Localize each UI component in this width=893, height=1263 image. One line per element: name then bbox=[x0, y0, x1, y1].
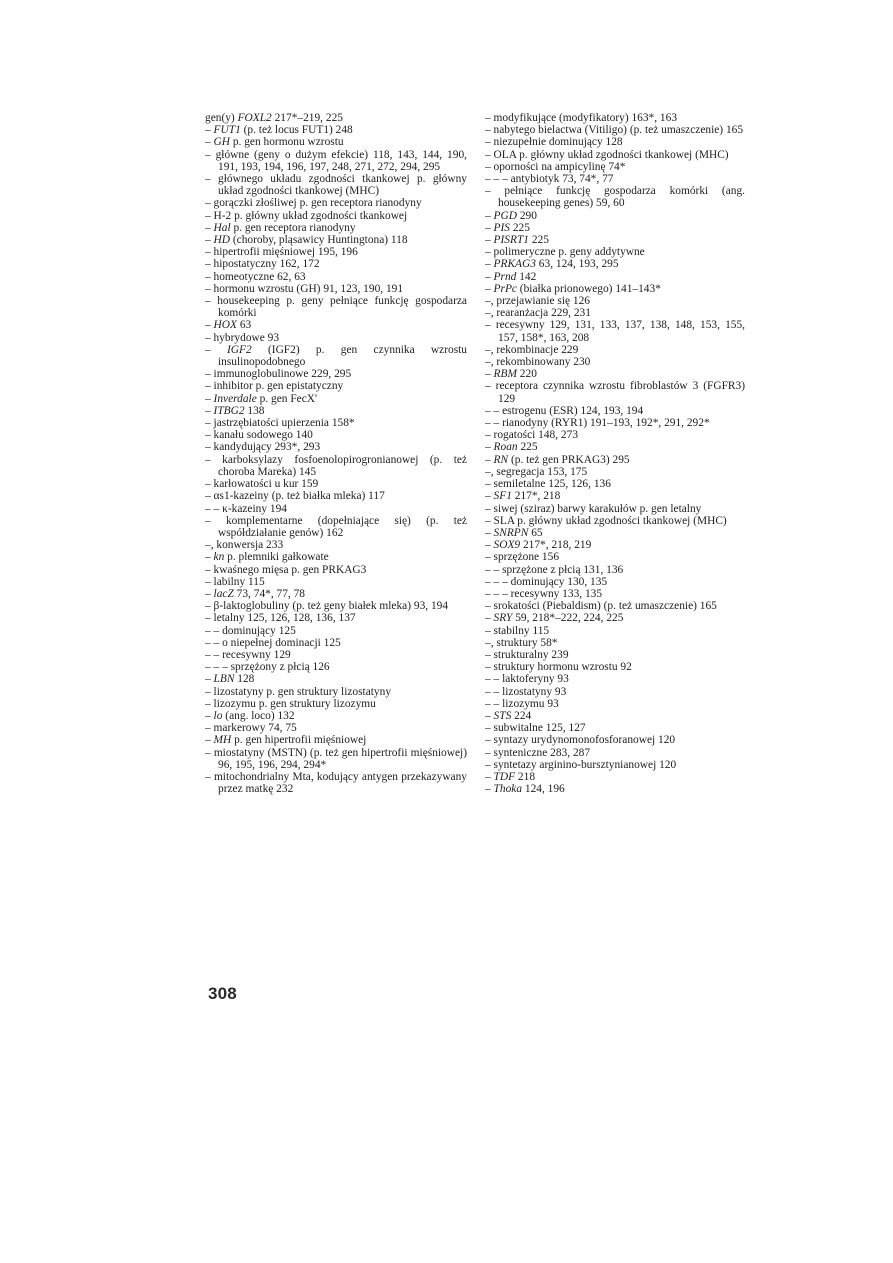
index-entry: – lacZ 73, 74*, 77, 78 bbox=[205, 587, 306, 600]
index-entry: – niezupełnie dominujący 128 bbox=[485, 136, 623, 149]
index-entry: – karboksylazy fosfoenolopirogronianowej (p. też choroba Mareka) 145 bbox=[205, 453, 467, 478]
index-entry: – kandydujący 293*, 293 bbox=[205, 441, 321, 454]
index-entry: – H-2 p. główny układ zgodności tkankowej bbox=[205, 209, 408, 222]
index-entry: – SLA p. główny układ zgodności tkankowej (MHC) bbox=[485, 514, 727, 527]
index-entry: – – dominujący 125 bbox=[205, 624, 296, 637]
index-entry: – housekeeping p. geny pełniące funkcję gospodarza komórki bbox=[205, 295, 467, 320]
index-entry: – HOX 63 bbox=[205, 319, 252, 332]
index-entry: – PGD 290 bbox=[485, 209, 537, 222]
index-entry: – PIS 225 bbox=[485, 221, 530, 234]
index-entry: – – – dominujący 130, 135 bbox=[485, 575, 608, 588]
index-column-right bbox=[485, 112, 745, 795]
index-entry: – – κ-kazeiny 194 bbox=[205, 502, 287, 515]
index-entry: – hormonu wzrostu (GH) 91, 123, 190, 191 bbox=[205, 282, 404, 295]
index-entry: –, rekombinacje 229 bbox=[485, 343, 579, 356]
index-entry: – Hal p. gen receptora rianodyny bbox=[205, 221, 356, 234]
index-entry: – PrPc (białka prionowego) 141–143* bbox=[485, 282, 661, 295]
index-entry: – homeotyczne 62, 63 bbox=[205, 270, 306, 283]
index-entry: – markerowy 74, 75 bbox=[205, 722, 297, 735]
index-entry: – inhibitor p. gen epistatyczny bbox=[205, 380, 344, 393]
index-entry: – immunoglobulinowe 229, 295 bbox=[205, 368, 352, 381]
index-entry: – Thoka 124, 196 bbox=[485, 783, 565, 796]
index-entry: – główne (geny o dużym efekcie) 118, 143, 144, 190, 191, 193, 194, 196, 197, 248, 271, 272, 294, 295 bbox=[205, 148, 467, 173]
index-entry: – Inverdale p. gen FecX' bbox=[205, 392, 318, 405]
index-entry: – semiletalne 125, 126, 136 bbox=[485, 478, 611, 491]
index-entry: – TDF 218 bbox=[485, 770, 536, 783]
index-entry: – receptora czynnika wzrostu fibroblastów 3 (FGFR3) 129 bbox=[485, 380, 745, 405]
index-entry: – STS 224 bbox=[485, 709, 532, 722]
index-entry: – ITBG2 138 bbox=[205, 404, 265, 417]
index-entry: – LBN 128 bbox=[205, 673, 255, 686]
index-entry: – labilny 115 bbox=[205, 575, 265, 588]
index-entry: – polimeryczne p. geny addytywne bbox=[485, 246, 645, 259]
index-entry: – modyfikujące (modyfikatory) 163*, 163 bbox=[485, 112, 678, 124]
index-entry: –, rearanżacja 229, 231 bbox=[485, 307, 591, 320]
index-entry: – subwitalne 125, 127 bbox=[485, 722, 586, 735]
index-entry: – IGF2 (IGF2) p. gen czynnika wzrostu insulinopodobnego bbox=[205, 343, 467, 369]
index-entry: – kanału sodowego 140 bbox=[205, 429, 313, 442]
index-entry: – β-laktoglobuliny (p. też geny białek mleka) 93, 194 bbox=[205, 600, 449, 613]
index-entry: – letalny 125, 126, 128, 136, 137 bbox=[205, 612, 356, 625]
page-number: 308 bbox=[208, 984, 237, 1003]
index-column-left bbox=[205, 112, 467, 795]
index-entry: – SOX9 217*, 218, 219 bbox=[485, 539, 592, 552]
index-entry: – jastrzębiatości upierzenia 158* bbox=[205, 417, 355, 430]
index-entry: – karłowatości u kur 159 bbox=[205, 478, 319, 491]
index-entry: – SF1 217*, 218 bbox=[485, 490, 561, 503]
index-entry: –, konwersja 233 bbox=[205, 539, 284, 552]
index-entry: – komplementarne (dopełniające się) (p. też współdziałanie genów) 162 bbox=[205, 514, 467, 539]
index-entry: – kn p. plemniki gałkowate bbox=[205, 551, 329, 564]
index-entry: – miostatyny (MSTN) (p. też gen hipertrofii mięśniowej) 96, 195, 196, 294, 294* bbox=[205, 746, 467, 771]
index-entry: – αs1-kazeiny (p. też białka mleka) 117 bbox=[205, 490, 385, 503]
index-entry: – GH p. gen hormonu wzrostu bbox=[205, 136, 344, 149]
index-entry: – – recesywny 129 bbox=[205, 648, 291, 661]
index-entry: –, rekombinowany 230 bbox=[485, 356, 591, 369]
index-entry: – lizozymu p. gen struktury lizozymu bbox=[205, 697, 376, 710]
index-entry: – hipertrofii mięśniowej 195, 196 bbox=[205, 246, 358, 259]
index-entry: – – – antybiotyk 73, 74*, 77 bbox=[485, 173, 614, 186]
index-entry: – PRKAG3 63, 124, 193, 295 bbox=[485, 258, 619, 271]
index-entry: – siwej (sziraz) barwy karakułów p. gen letalny bbox=[485, 502, 702, 515]
index-entry: –, struktury 58* bbox=[485, 636, 558, 649]
index-entry: – – sprzężone z płcią 131, 136 bbox=[485, 563, 624, 576]
index-entry: – głównego układu zgodności tkankowej p. główny układ zgodności tkankowej (MHC) bbox=[205, 173, 467, 198]
index-entry: – lo (ang. loco) 132 bbox=[205, 709, 295, 722]
index-entry: – FUT1 (p. też locus FUT1) 248 bbox=[205, 124, 353, 137]
index-entry: – – o niepełnej dominacji 125 bbox=[205, 636, 341, 649]
index-entry: – kwaśnego mięsa p. gen PRKAG3 bbox=[205, 563, 367, 576]
index-entry: – strukturalny 239 bbox=[485, 648, 569, 661]
index-entry: – HD (choroby, pląsawicy Huntingtona) 118 bbox=[205, 234, 408, 247]
index-entry: – pełniące funkcję gospodarza komórki (ang. housekeeping genes) 59, 60 bbox=[485, 185, 745, 210]
index-entry: –, przejawianie się 126 bbox=[485, 295, 591, 308]
index-entry: – – estrogenu (ESR) 124, 193, 194 bbox=[485, 404, 644, 417]
index-entry: – hipostatyczny 162, 172 bbox=[205, 258, 320, 271]
index-entry: – stabilny 115 bbox=[485, 624, 550, 637]
index-entry: – – rianodyny (RYR1) 191–193, 192*, 291, 292* bbox=[485, 417, 710, 430]
index-entry: – Prnd 142 bbox=[485, 270, 537, 283]
index-entry: – PISRT1 225 bbox=[485, 234, 549, 247]
index-entry: – rogatości 148, 273 bbox=[485, 429, 579, 442]
index-entry: – – lizostatyny 93 bbox=[485, 685, 567, 698]
index-entry: – lizostatyny p. gen struktury lizostatyny bbox=[205, 685, 392, 698]
index-entry: –, segregacja 153, 175 bbox=[485, 465, 588, 478]
index-entry: – oporności na ampicylinę 74* bbox=[485, 160, 626, 173]
index-entry: – struktury hormonu wzrostu 92 bbox=[485, 661, 632, 674]
index-entry: – OLA p. główny układ zgodności tkankowej (MHC) bbox=[485, 148, 729, 161]
index-entry: – SNRPN 65 bbox=[485, 526, 543, 539]
index-entry: – SRY 59, 218*–222, 224, 225 bbox=[485, 612, 624, 625]
index-entry: – hybrydowe 93 bbox=[205, 331, 280, 344]
index-entry: – mitochondrialny Mta, kodujący antygen przekazywany przez matkę 232 bbox=[205, 770, 467, 796]
index-entry: – sprzężone 156 bbox=[485, 551, 560, 564]
index-entry: – RN (p. też gen PRKAG3) 295 bbox=[485, 453, 630, 466]
index-entry: – – – sprzężony z płcią 126 bbox=[205, 661, 330, 674]
index-entry: – synteniczne 283, 287 bbox=[485, 746, 591, 759]
index-entry: – gorączki złośliwej p. gen receptora rianodyny bbox=[205, 197, 422, 210]
index-entry: – nabytego bielactwa (Vitiligo) (p. też umaszczenie) 165 bbox=[485, 124, 744, 137]
index-entry: – – lizozymu 93 bbox=[485, 697, 559, 710]
index-entry: – recesywny 129, 131, 133, 137, 138, 148, 153, 155, 157, 158*, 163, 208 bbox=[485, 319, 745, 344]
index-entry: – syntetazy arginino-bursztynianowej 120 bbox=[485, 758, 677, 771]
index-entry: – – laktoferyny 93 bbox=[485, 673, 569, 686]
index-entry: – MH p. gen hipertrofii mięśniowej bbox=[205, 734, 367, 747]
index-entry: – srokatości (Piebaldism) (p. też umaszczenie) 165 bbox=[485, 600, 717, 613]
index-entry: – RBM 220 bbox=[485, 368, 537, 381]
index-entry: gen(y) FOXL2 217*–219, 225 bbox=[205, 112, 343, 124]
index-entry: – Roan 225 bbox=[485, 441, 538, 454]
index-entry: – – – recesywny 133, 135 bbox=[485, 587, 603, 600]
index-entry: – syntazy urydynomonofosforanowej 120 bbox=[485, 734, 676, 747]
